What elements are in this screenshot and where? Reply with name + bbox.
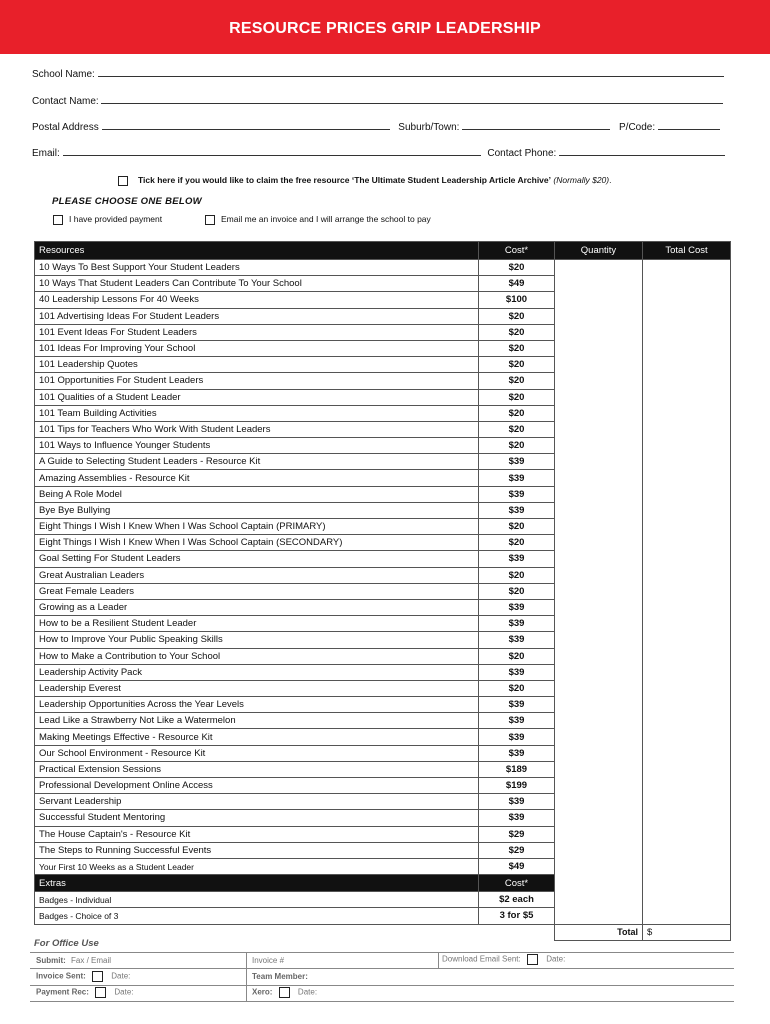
resource-name: Being A Role Model [35, 486, 479, 502]
resource-row [35, 535, 731, 551]
resource-price: $20 [479, 438, 555, 454]
pcode-field[interactable] [658, 121, 720, 130]
total-cost-cell [643, 729, 731, 745]
resource-price: $20 [479, 405, 555, 421]
resource-price: $20 [479, 324, 555, 340]
quantity-cell[interactable] [555, 373, 643, 389]
email-field[interactable] [63, 147, 481, 156]
total-cost-cell [643, 908, 731, 924]
office-payment-rec [36, 987, 134, 998]
pcode-label: P/Code: [619, 122, 656, 133]
resource-row [35, 519, 731, 535]
total-cost-cell [643, 405, 731, 421]
total-cost-cell [643, 794, 731, 810]
resource-price: $29 [479, 826, 555, 842]
quantity-cell[interactable] [555, 858, 643, 874]
cost-header: Cost* [479, 242, 555, 260]
resource-name: 101 Tips for Teachers Who Work With Student Leaders [35, 421, 479, 437]
quantity-cell[interactable] [555, 405, 643, 421]
quantity-cell[interactable] [555, 438, 643, 454]
resource-name: 101 Advertising Ideas For Student Leaders [35, 308, 479, 324]
extras-row [35, 892, 731, 908]
download-sent-label: Download Email Sent: [442, 954, 521, 964]
total-cost-cell [643, 697, 731, 713]
xero-label: Xero: [252, 987, 273, 997]
total-cost-cell [643, 567, 731, 583]
resource-row [35, 632, 731, 648]
email-label: Email: [32, 148, 60, 159]
quantity-cell[interactable] [555, 648, 643, 664]
resource-name: How to be a Resilient Student Leader [35, 616, 479, 632]
resource-row [35, 761, 731, 777]
quantity-cell[interactable] [555, 421, 643, 437]
resource-name: Making Meetings Effective - Resource Kit [35, 729, 479, 745]
office-team-member [252, 972, 308, 981]
resource-row [35, 826, 731, 842]
resource-price: $39 [479, 454, 555, 470]
resource-row [35, 276, 731, 292]
office-invoice-sent [36, 971, 130, 982]
office-submit [36, 956, 111, 965]
resource-name: Our School Environment - Resource Kit [35, 745, 479, 761]
office-download-sent [442, 954, 565, 965]
download-date-label: Date: [546, 954, 566, 964]
total-cost-header: Total Cost [643, 242, 731, 260]
email-row [32, 147, 725, 160]
office-column-divider [438, 952, 439, 968]
resource-price: $20 [479, 519, 555, 535]
total-cost-cell [643, 583, 731, 599]
contact-phone-field[interactable] [559, 147, 725, 156]
invoice-checkbox[interactable] [205, 215, 215, 225]
resource-row [35, 292, 731, 308]
quantity-cell[interactable] [555, 519, 643, 535]
submit-label: Submit: [36, 956, 66, 965]
resource-price: $49 [479, 276, 555, 292]
resource-price: $20 [479, 535, 555, 551]
contact-name-field[interactable] [101, 95, 723, 104]
total-cost-cell [643, 357, 731, 373]
resource-price: $39 [479, 470, 555, 486]
resource-row [35, 842, 731, 858]
resource-price: $20 [479, 389, 555, 405]
resource-row [35, 438, 731, 454]
extras-header: Extras [35, 875, 479, 892]
extras-row [35, 908, 731, 924]
claim-checkbox[interactable] [118, 176, 128, 186]
resource-price: $49 [479, 858, 555, 874]
resource-row [35, 697, 731, 713]
resource-row [35, 778, 731, 794]
resource-price: $20 [479, 373, 555, 389]
resource-name: How to Improve Your Public Speaking Skills [35, 632, 479, 648]
quantity-header: Quantity [555, 242, 643, 260]
total-cost-cell [643, 519, 731, 535]
choose-heading: PLEASE CHOOSE ONE BELOW [52, 196, 202, 207]
resource-row [35, 616, 731, 632]
resource-price: $39 [479, 632, 555, 648]
claim-end: . [609, 175, 612, 185]
resource-price: $39 [479, 697, 555, 713]
resource-price: $189 [479, 761, 555, 777]
quantity-cell[interactable] [555, 486, 643, 502]
header-bar [0, 0, 770, 54]
quantity-cell[interactable] [555, 810, 643, 826]
total-cost-cell [643, 389, 731, 405]
total-cost-cell [643, 486, 731, 502]
resource-row [35, 680, 731, 696]
total-cost-cell [643, 599, 731, 615]
resource-row [35, 421, 731, 437]
resources-table [34, 241, 731, 941]
quantity-cell[interactable] [555, 454, 643, 470]
total-cost-cell [643, 340, 731, 356]
resource-name: 10 Ways To Best Support Your Student Leaders [35, 260, 479, 276]
total-cost-cell [643, 502, 731, 518]
provided-payment-checkbox[interactable] [53, 215, 63, 225]
total-cost-cell [643, 535, 731, 551]
resource-price: $39 [479, 616, 555, 632]
submit-value: Fax / Email [71, 956, 112, 965]
resource-name: Goal Setting For Student Leaders [35, 551, 479, 567]
extras-body [35, 892, 731, 924]
resource-name: 101 Opportunities For Student Leaders [35, 373, 479, 389]
resource-price: $39 [479, 599, 555, 615]
resource-name: A Guide to Selecting Student Leaders - Resource Kit [35, 454, 479, 470]
office-use-title: For Office Use [34, 938, 99, 949]
quantity-cell[interactable] [555, 551, 643, 567]
resource-price: $39 [479, 486, 555, 502]
quantity-cell[interactable] [555, 567, 643, 583]
total-cost-cell [643, 616, 731, 632]
claim-normally: (Normally $20) [553, 175, 610, 185]
extras-price: $2 each [479, 892, 555, 908]
resource-name: 101 Event Ideas For Student Leaders [35, 324, 479, 340]
total-cost-cell [643, 761, 731, 777]
resource-row [35, 454, 731, 470]
resource-name: Eight Things I Wish I Knew When I Was School Captain (PRIMARY) [35, 519, 479, 535]
quantity-cell[interactable] [555, 470, 643, 486]
resource-row [35, 794, 731, 810]
resource-row [35, 551, 731, 567]
quantity-cell[interactable] [555, 616, 643, 632]
resource-name: Your First 10 Weeks as a Student Leader [35, 858, 479, 874]
resource-row [35, 405, 731, 421]
resource-row [35, 648, 731, 664]
quantity-cell[interactable] [555, 664, 643, 680]
quantity-cell[interactable] [555, 697, 643, 713]
office-divider [30, 952, 734, 953]
resource-price: $39 [479, 502, 555, 518]
resource-name: Great Female Leaders [35, 583, 479, 599]
total-cost-cell [643, 276, 731, 292]
resource-price: $100 [479, 292, 555, 308]
total-cost-cell [643, 373, 731, 389]
resource-name: The Steps to Running Successful Events [35, 842, 479, 858]
resource-name: The House Captain's - Resource Kit [35, 826, 479, 842]
total-cost-cell [643, 470, 731, 486]
resource-name: Lead Like a Strawberry Not Like a Watermelon [35, 713, 479, 729]
extras-price: 3 for $5 [479, 908, 555, 924]
total-cost-cell [643, 713, 731, 729]
extras-name: Badges - Choice of 3 [35, 908, 479, 924]
quantity-cell[interactable] [555, 745, 643, 761]
resource-name: Great Australian Leaders [35, 567, 479, 583]
resource-price: $20 [479, 340, 555, 356]
resource-row [35, 745, 731, 761]
resource-name: Leadership Opportunities Across the Year Levels [35, 697, 479, 713]
quantity-cell[interactable] [555, 389, 643, 405]
quantity-cell[interactable] [555, 778, 643, 794]
total-cost-cell [643, 260, 731, 276]
resource-price: $39 [479, 551, 555, 567]
resource-name: 101 Team Building Activities [35, 405, 479, 421]
payment-rec-label: Payment Rec: [36, 987, 89, 997]
invoice-number-label: Invoice # [252, 956, 285, 965]
school-name-field[interactable] [98, 68, 724, 77]
total-cost-cell [643, 454, 731, 470]
quantity-cell[interactable] [555, 308, 643, 324]
school-name-label: School Name: [32, 69, 95, 80]
payment-option-provided [53, 214, 162, 225]
quantity-cell[interactable] [555, 761, 643, 777]
resource-name: Bye Bye Bullying [35, 502, 479, 518]
resource-price: $39 [479, 729, 555, 745]
quantity-cell[interactable] [555, 599, 643, 615]
extras-total-cell [643, 875, 731, 892]
resource-price: $20 [479, 680, 555, 696]
quantity-cell[interactable] [555, 276, 643, 292]
total-cost-cell [643, 648, 731, 664]
resource-name: Professional Development Online Access [35, 778, 479, 794]
resource-row [35, 810, 731, 826]
resource-name: 40 Leadership Lessons For 40 Weeks [35, 292, 479, 308]
resource-row [35, 373, 731, 389]
office-invoice-number [252, 956, 284, 965]
quantity-cell[interactable] [555, 892, 643, 908]
resource-price: $20 [479, 357, 555, 373]
quantity-cell[interactable] [555, 680, 643, 696]
resource-row [35, 340, 731, 356]
invoice-sent-checkbox[interactable] [92, 971, 103, 982]
resource-name: How to Make a Contribution to Your School [35, 648, 479, 664]
resource-price: $20 [479, 308, 555, 324]
total-cost-cell [643, 778, 731, 794]
contact-name-row [32, 95, 723, 108]
claim-free-resource [118, 175, 612, 186]
resource-price: $20 [479, 421, 555, 437]
quantity-cell[interactable] [555, 292, 643, 308]
total-cost-cell [643, 664, 731, 680]
quantity-cell[interactable] [555, 908, 643, 924]
total-cost-cell [643, 810, 731, 826]
total-cost-cell [643, 551, 731, 567]
total-cost-cell [643, 421, 731, 437]
extras-quantity-cell[interactable] [555, 875, 643, 892]
resource-row [35, 470, 731, 486]
invoice-label: Email me an invoice and I will arrange the school to pay [221, 214, 431, 224]
resource-price: $199 [479, 778, 555, 794]
quantity-cell[interactable] [555, 324, 643, 340]
resource-name: Leadership Activity Pack [35, 664, 479, 680]
office-use-box [30, 952, 734, 1002]
resource-row [35, 729, 731, 745]
resource-price: $39 [479, 664, 555, 680]
resource-row [35, 357, 731, 373]
total-cost-cell [643, 438, 731, 454]
resource-price: $20 [479, 648, 555, 664]
office-divider [30, 968, 734, 969]
total-cost-cell [643, 826, 731, 842]
office-divider [30, 985, 734, 986]
quantity-cell[interactable] [555, 794, 643, 810]
resource-price: $20 [479, 260, 555, 276]
total-cost-cell [643, 324, 731, 340]
quantity-cell[interactable] [555, 632, 643, 648]
total-cost-cell [643, 292, 731, 308]
total-cost-cell [643, 680, 731, 696]
resource-name: 101 Leadership Quotes [35, 357, 479, 373]
quantity-cell[interactable] [555, 713, 643, 729]
resource-name: Servant Leadership [35, 794, 479, 810]
total-cost-cell [643, 308, 731, 324]
suburb-label: Suburb/Town: [398, 122, 460, 133]
total-spacer [35, 924, 479, 940]
extras-name: Badges - Individual [35, 892, 479, 908]
resource-row [35, 389, 731, 405]
resource-name: 101 Qualities of a Student Leader [35, 389, 479, 405]
payment-rec-date-label: Date: [114, 987, 134, 997]
resource-price: $20 [479, 567, 555, 583]
invoice-sent-date-label: Date: [111, 971, 131, 981]
office-column-divider [246, 952, 247, 1002]
payment-option-invoice [205, 214, 431, 225]
resource-row [35, 858, 731, 874]
xero-checkbox[interactable] [279, 987, 290, 998]
quantity-cell[interactable] [555, 260, 643, 276]
total-label: Total [555, 924, 643, 940]
quantity-cell[interactable] [555, 583, 643, 599]
resource-price: $20 [479, 583, 555, 599]
provided-payment-label: I have provided payment [69, 214, 163, 224]
quantity-cell[interactable] [555, 502, 643, 518]
download-sent-checkbox[interactable] [527, 954, 538, 965]
resource-price: $39 [479, 810, 555, 826]
postal-address-row [32, 121, 720, 134]
total-cost-cell [643, 745, 731, 761]
quantity-cell[interactable] [555, 842, 643, 858]
resource-name: Successful Student Mentoring [35, 810, 479, 826]
resource-row [35, 502, 731, 518]
quantity-cell[interactable] [555, 826, 643, 842]
total-spacer [479, 924, 555, 940]
resource-row [35, 308, 731, 324]
quantity-cell[interactable] [555, 535, 643, 551]
resource-name: Eight Things I Wish I Knew When I Was School Captain (SECONDARY) [35, 535, 479, 551]
contact-name-label: Contact Name: [32, 96, 99, 107]
contact-phone-label: Contact Phone: [487, 148, 557, 159]
school-name-row [32, 68, 724, 81]
quantity-cell[interactable] [555, 340, 643, 356]
resource-name: Practical Extension Sessions [35, 761, 479, 777]
resource-row [35, 713, 731, 729]
invoice-sent-label: Invoice Sent: [36, 971, 86, 981]
postal-address-label: Postal Address [32, 122, 99, 133]
resource-row [35, 599, 731, 615]
resource-name: Growing as a Leader [35, 599, 479, 615]
extras-cost-header: Cost* [479, 875, 555, 892]
quantity-cell[interactable] [555, 357, 643, 373]
quantity-cell[interactable] [555, 729, 643, 745]
resource-row [35, 567, 731, 583]
team-member-label: Team Member: [252, 972, 308, 981]
resource-row [35, 260, 731, 276]
resource-row [35, 583, 731, 599]
resource-name: 10 Ways That Student Leaders Can Contribute To Your School [35, 276, 479, 292]
total-cost-cell [643, 842, 731, 858]
resource-price: $39 [479, 745, 555, 761]
page-title: RESOURCE PRICES GRIP LEADERSHIP [229, 20, 541, 37]
total-cost-cell [643, 892, 731, 908]
resource-price: $39 [479, 794, 555, 810]
resource-row [35, 324, 731, 340]
total-cost-cell [643, 632, 731, 648]
resource-name: Amazing Assemblies - Resource Kit [35, 470, 479, 486]
payment-rec-checkbox[interactable] [95, 987, 106, 998]
office-xero [252, 987, 317, 998]
claim-text: Tick here if you would like to claim the free resource ‘The Ultimate Student Leadership Article Archive’ [138, 175, 551, 185]
total-value[interactable]: $ [643, 924, 731, 940]
suburb-field[interactable] [462, 121, 610, 130]
resources-header: Resources [35, 242, 479, 260]
resource-price: $39 [479, 713, 555, 729]
resource-name: 101 Ways to Influence Younger Students [35, 438, 479, 454]
xero-date-label: Date: [297, 987, 318, 997]
resource-name: Leadership Everest [35, 680, 479, 696]
resource-name: 101 Ideas For Improving Your School [35, 340, 479, 356]
office-divider [30, 1001, 734, 1002]
resource-row [35, 486, 731, 502]
total-cost-cell [643, 858, 731, 874]
resource-price: $29 [479, 842, 555, 858]
resource-row [35, 664, 731, 680]
resources-body [35, 260, 731, 875]
postal-address-field[interactable] [102, 121, 390, 130]
